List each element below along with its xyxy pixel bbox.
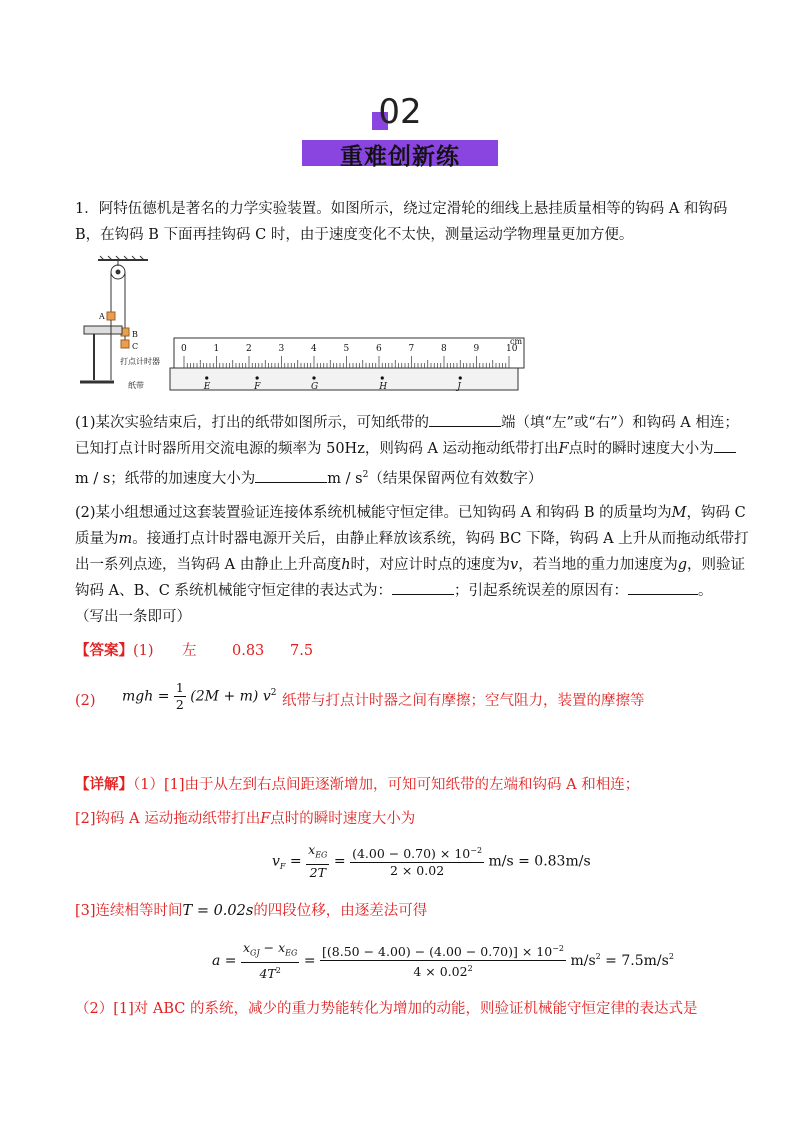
ruler-unit: cm (510, 337, 523, 346)
answer-reason: 纸带与打点计时器之间有摩擦；空气阻力，装置的摩擦等 (282, 693, 645, 709)
section-title: 重难创新练 (340, 144, 460, 170)
answer-part2-label: (2) (75, 693, 96, 709)
part2-line-2: 质量为m。接通打点计时器电源开关后，由静止释放该系统，钩码 BC 下降，钩码 A 上升从而拖动纸带打 (75, 531, 749, 547)
tape-dot (205, 376, 208, 379)
ruler-tick-label: 6 (376, 344, 382, 354)
ruler-tick-label: 0 (181, 344, 187, 354)
ruler-tick-label: 8 (441, 344, 447, 354)
tape-dot (381, 376, 384, 379)
tape-dot (459, 376, 462, 379)
heading-slash-right-icon: \\ (476, 140, 491, 164)
answer-2: 0.83 (232, 643, 265, 659)
part2-line-4: 钩码 A、B、C 系统机械能守恒定律的表达式为： ；引起系统误差的原因有： 。 (75, 578, 712, 604)
equation-acceleration: a = $\frac{x_{GJ} - x_{EG}}{4T^2}$ = $\frac{[(8.50 - 4.00) - (4.00 - 0.70)] \times 10^{-2}}{4 \times 0.02^2}$ $m/s^2 = 7.5m/s^2$ (212, 940, 674, 981)
ruler-tick-label: 9 (473, 344, 480, 354)
label-timer: 打点计时器 (120, 357, 160, 366)
part1-line-2: 已知打点计时器所用交流电源的频率为 50Hz，则钩码 A 运动拖动纸带打出F点时的瞬时速度大小为 (75, 436, 736, 462)
answer-line-1: 【答案】(1) (75, 642, 154, 659)
detail-line-2: [2]钩码 A 运动拖动纸带打出F点时的瞬时速度大小为 (75, 811, 416, 827)
answer-1: 左 (182, 643, 197, 659)
part2-line-3: 出一系列点迹，当钩码 A 由静止上升高度h时，对应计时点的速度为v，若当地的重力加速度为g，则验证 (75, 557, 746, 573)
answer-3: 7.5 (290, 643, 314, 659)
question-line-1: 1．阿特伍德机是著名的力学实验装置。如图所示，绕过定滑轮的细线上悬挂质量相等的钩码 A 和钩码 (75, 201, 728, 217)
label-b: B (132, 330, 138, 339)
tape-point-label: H (379, 382, 388, 392)
tape-point-label: G (311, 382, 319, 392)
tape-point-label: E (203, 382, 211, 392)
ruler-tick-label: 10 (506, 344, 518, 354)
ruler-tick-label: 7 (408, 344, 415, 354)
tape-point-label: J (457, 382, 461, 392)
heading-slash-left-icon: // (306, 140, 321, 164)
ruler-tick-label: 2 (246, 344, 252, 354)
detail-line-4: （2）[1]对 ABC 的系统，减少的重力势能转化为增加的动能，则验证机械能守恒定律的表达式是 (75, 1001, 698, 1017)
part1-line-3: m / s；纸带的加速度大小为 m / $s^2$（结果保留两位有效数字） (75, 462, 542, 492)
answer-tag: 【答案】 (75, 642, 133, 659)
part1-line-1: (1)某次实验结束后，打出的纸带如图所示，可知纸带的 端（填“左”或“右”）和钩码 A 相连； (75, 410, 739, 436)
blank-2-2 (628, 580, 698, 595)
label-a: A (99, 312, 105, 321)
apparatus-figure (70, 252, 530, 402)
blank-2-1 (392, 580, 454, 595)
detail-line-3: [3]连续相等时间T = 0.02s的四段位移，由逐差法可得 (75, 903, 428, 919)
tape-point-label: F (254, 382, 261, 392)
blank-1-2 (714, 438, 736, 453)
tape-dot (256, 376, 259, 379)
part2-line-5: （写出一条即可） (75, 609, 191, 625)
tape-dot (312, 376, 315, 379)
answer-formula: mgh = $\frac{1}{2}$ (2M + m) $v^2$ (122, 680, 277, 712)
equation-velocity: $v_F$ = $\frac{x_{EG}}{2T}$ = $\frac{(4.00 - 0.70) \times 10^{-2}}{2 \times 0.02}$ m/s = 0.83m/s (272, 842, 591, 880)
part2-line-1: (2)某小组想通过这套装置验证连接体系统机械能守恒定律。已知钩码 A 和钩码 B 的质量均为M，钩码 C (75, 505, 746, 521)
blank-1-1 (429, 412, 501, 427)
paper-tape (170, 368, 518, 390)
ruler-tick-label: 1 (213, 344, 220, 354)
question-line-2: B，在钩码 B 下面再挂钩码 C 时，由于速度变化不太快，测量运动学物理量更加方便。 (75, 227, 634, 243)
detail-tag: 【详解】 (75, 776, 133, 793)
label-c: C (132, 342, 139, 351)
section-number: 02 (378, 92, 422, 132)
detail-line-1: 【详解】（1）[1]由于从左到右点间距逐渐增加，可知可知纸带的左端和钩码 A 和相连； (75, 776, 640, 793)
label-tape: 纸带 (128, 381, 144, 390)
ruler-tick-label: 3 (278, 344, 285, 354)
blank-1-3 (255, 468, 327, 483)
ruler-tick-label: 5 (343, 344, 350, 354)
ruler-tick-label: 4 (311, 344, 317, 354)
